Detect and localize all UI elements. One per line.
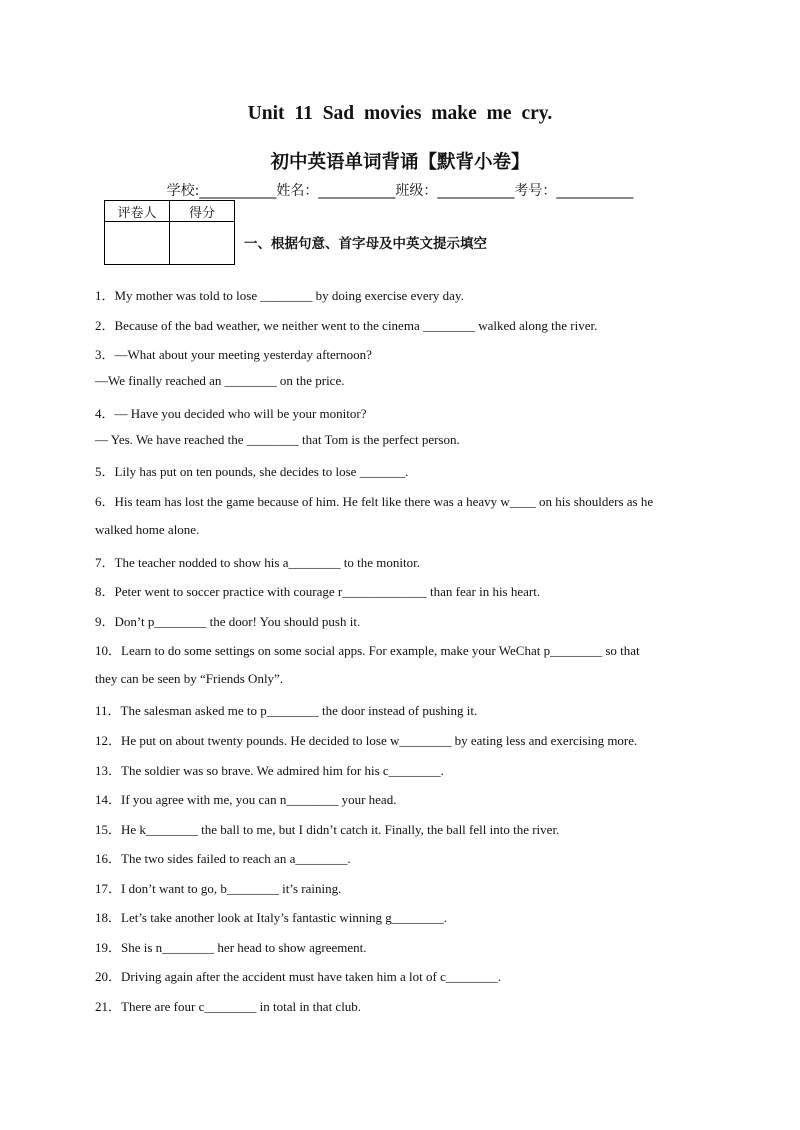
question-line: 19．She is n________ her head to show agreement. bbox=[95, 940, 367, 955]
grader-cell bbox=[105, 222, 170, 265]
question-line: 6．His team has lost the game because of him. He felt like there was a heavy w____ on his shoulders as he bbox=[95, 494, 654, 509]
question-line: 10．Learn to do some settings on some social apps. For example, make your WeChat p________ so that bbox=[95, 643, 640, 658]
question-line: 13．The soldier was so brave. We admired him for his c________. bbox=[95, 763, 444, 778]
question-line: 3．—What about your meeting yesterday afternoon? bbox=[95, 347, 372, 362]
question-line: 4．— Have you decided who will be your monitor? bbox=[95, 406, 367, 421]
question-line: —We finally reached an ________ on the price. bbox=[95, 373, 345, 388]
question-line: 17．I don’t want to go, b________ it’s raining. bbox=[95, 881, 342, 896]
score-cell bbox=[170, 222, 235, 265]
question-line: they can be seen by “Friends Only”. bbox=[95, 671, 284, 686]
question-line: 12．He put on about twenty pounds. He decided to lose w________ by eating less and exercising more. bbox=[95, 733, 638, 748]
question-line: 18．Let’s take another look at Italy’s fantastic winning g________. bbox=[95, 910, 448, 925]
question-line: 11．The salesman asked me to p________ the door instead of pushing it. bbox=[95, 703, 478, 718]
score-header: 得分 bbox=[170, 201, 235, 222]
grader-header: 评卷人 bbox=[105, 201, 170, 222]
question-line: 8．Peter went to soccer practice with courage r_____________ than fear in his heart. bbox=[95, 584, 541, 599]
question-line: 9．Don’t p________ the door! You should push it. bbox=[95, 614, 361, 629]
document-subtitle: 初中英语单词背诵【默背小卷】 bbox=[270, 152, 530, 173]
student-info-line: 学校:___________姓名：___________班级：___________考号：___________ bbox=[166, 183, 634, 199]
question-line: 16．The two sides failed to reach an a________. bbox=[95, 851, 351, 866]
question-line: 15．He k________ the ball to me, but I didn’t catch it. Finally, the ball fell into the river. bbox=[95, 822, 560, 837]
question-line: 5．Lily has put on ten pounds, she decides to lose _______. bbox=[95, 464, 409, 479]
question-line: 21．There are four c________ in total in that club. bbox=[95, 999, 362, 1014]
document-title: Unit 11 Sad movies make me cry. bbox=[247, 103, 553, 124]
question-line: 14．If you agree with me, you can n________ your head. bbox=[95, 792, 397, 807]
question-line: 2．Because of the bad weather, we neither went to the cinema ________ walked along the river. bbox=[95, 318, 598, 333]
score-table bbox=[104, 200, 235, 265]
question-line: 7．The teacher nodded to show his a________ to the monitor. bbox=[95, 555, 420, 570]
question-line: walked home alone. bbox=[95, 522, 200, 537]
section-heading: 一、根据句意、首字母及中英文提示填空 bbox=[244, 236, 487, 252]
question-line: — Yes. We have reached the ________ that Tom is the perfect person. bbox=[95, 432, 460, 447]
question-line: 1．My mother was told to lose ________ by doing exercise every day. bbox=[95, 288, 464, 303]
question-line: 20．Driving again after the accident must have taken him a lot of c________. bbox=[95, 969, 502, 984]
